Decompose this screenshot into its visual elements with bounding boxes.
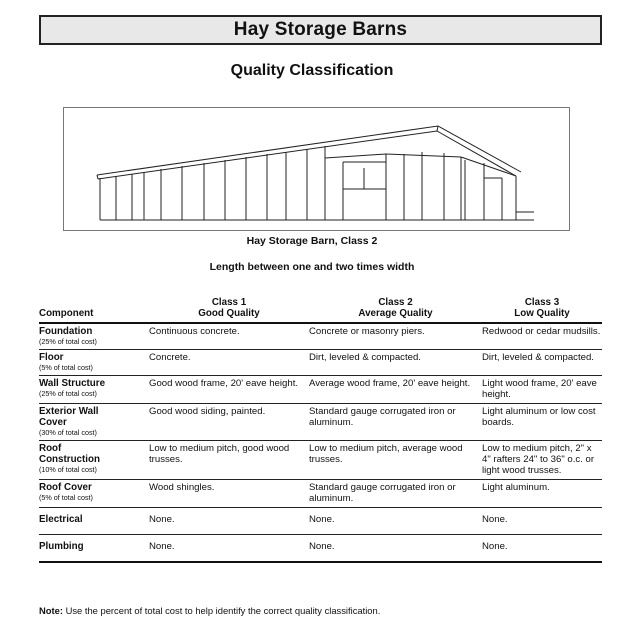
- component-cost-share: (25% of total cost): [39, 389, 97, 398]
- table-row: [39, 508, 602, 535]
- component-name: Roof Cover: [39, 482, 92, 493]
- class-3-cell: Dirt, leveled & compacted.: [482, 352, 594, 363]
- header-class-2-title: Class 2: [378, 297, 413, 308]
- component-cell: [39, 350, 149, 376]
- component-name: Exterior Wall Cover: [39, 406, 99, 428]
- class-3-cell: None.: [482, 541, 508, 552]
- component-cost-share: (25% of total cost): [39, 337, 97, 346]
- class-1-cell: None.: [149, 514, 175, 525]
- component-cost-share: (5% of total cost): [39, 363, 93, 372]
- table-row: [39, 480, 602, 508]
- class-1-cell: Low to medium pitch, good wood trusses.: [149, 443, 290, 465]
- table-row: [39, 535, 602, 563]
- component-name: Electrical: [39, 514, 83, 525]
- illustration-caption: Hay Storage Barn, Class 2: [246, 235, 378, 247]
- class-2-cell: Standard gauge corrugated iron or aluminum.: [309, 482, 456, 504]
- class-2-cell: Average wood frame, 20' eave height.: [309, 378, 471, 389]
- class-3-cell: Light wood frame, 20' eave height.: [482, 378, 597, 400]
- class-2-cell: Low to medium pitch, average wood trusses.: [309, 443, 463, 465]
- header-class-1-title: Class 1: [211, 297, 247, 308]
- component-name: Roof Construction: [39, 443, 100, 465]
- component-cost-share: (10% of total cost): [39, 465, 97, 474]
- class-2-cell: Concrete or masonry piers.: [309, 326, 425, 337]
- table-row: [39, 350, 602, 376]
- class-2-cell: Dirt, leveled & compacted.: [309, 352, 421, 363]
- header-class-3-quality: Low Quality: [514, 308, 570, 319]
- component-cell: [39, 508, 149, 535]
- component-name: Foundation: [39, 326, 93, 337]
- component-cell: [39, 535, 149, 563]
- note-label: Note:: [39, 605, 63, 616]
- class-2-cell: None.: [309, 514, 335, 525]
- class-3-cell: Light aluminum.: [482, 482, 550, 493]
- table-row: [39, 404, 602, 441]
- class-3-cell: Low to medium pitch, 2" x 4" rafters 24" to 36" o.c. or light wood trusses.: [482, 443, 595, 476]
- class-3-cell: None.: [482, 514, 508, 525]
- header-class-1-quality: Good Quality: [198, 308, 260, 319]
- component-cell: [39, 323, 149, 350]
- table-row: [39, 376, 602, 404]
- page-title: Hay Storage Barns: [233, 19, 408, 40]
- component-cell: [39, 404, 149, 441]
- length-note: Length between one and two times width: [209, 261, 415, 273]
- barn-illustration: [63, 107, 570, 231]
- table-row: [39, 441, 602, 480]
- class-3-cell: Light aluminum or low cost boards.: [482, 406, 596, 428]
- component-cost-share: (30% of total cost): [39, 428, 97, 437]
- header-class-2-quality: Average Quality: [358, 308, 433, 319]
- header-class-1: [149, 297, 309, 323]
- class-1-cell: Wood shingles.: [149, 482, 215, 493]
- class-2-cell: None.: [309, 541, 335, 552]
- header-class-2: [309, 297, 482, 323]
- header-class-3-title: Class 3: [524, 297, 560, 308]
- class-1-cell: Continuous concrete.: [149, 326, 240, 337]
- class-1-cell: None.: [149, 541, 175, 552]
- component-name: Wall Structure: [39, 378, 106, 389]
- class-1-cell: Good wood siding, painted.: [149, 406, 266, 417]
- component-cell: [39, 441, 149, 480]
- quality-table: [39, 297, 602, 563]
- class-1-cell: Concrete.: [149, 352, 191, 363]
- page-subtitle: Quality Classification: [230, 62, 394, 79]
- class-1-cell: Good wood frame, 20' eave height.: [149, 378, 299, 389]
- class-2-cell: Standard gauge corrugated iron or aluminum.: [309, 406, 456, 428]
- footnote: [39, 605, 380, 616]
- title-banner: [39, 15, 602, 45]
- component-name: Floor: [39, 352, 64, 363]
- component-cell: [39, 376, 149, 404]
- component-cost-share: (5% of total cost): [39, 493, 93, 502]
- component-cell: [39, 480, 149, 508]
- table-row: [39, 323, 602, 350]
- note-text: Use the percent of total cost to help identify the correct quality classification.: [62, 605, 381, 616]
- class-3-cell: Redwood or cedar mudsills.: [482, 326, 601, 337]
- header-class-3: [482, 297, 602, 323]
- header-component: Component: [39, 308, 94, 319]
- component-name: Plumbing: [39, 541, 84, 552]
- barn-drawing: [64, 108, 571, 232]
- table-header-row: [39, 297, 602, 323]
